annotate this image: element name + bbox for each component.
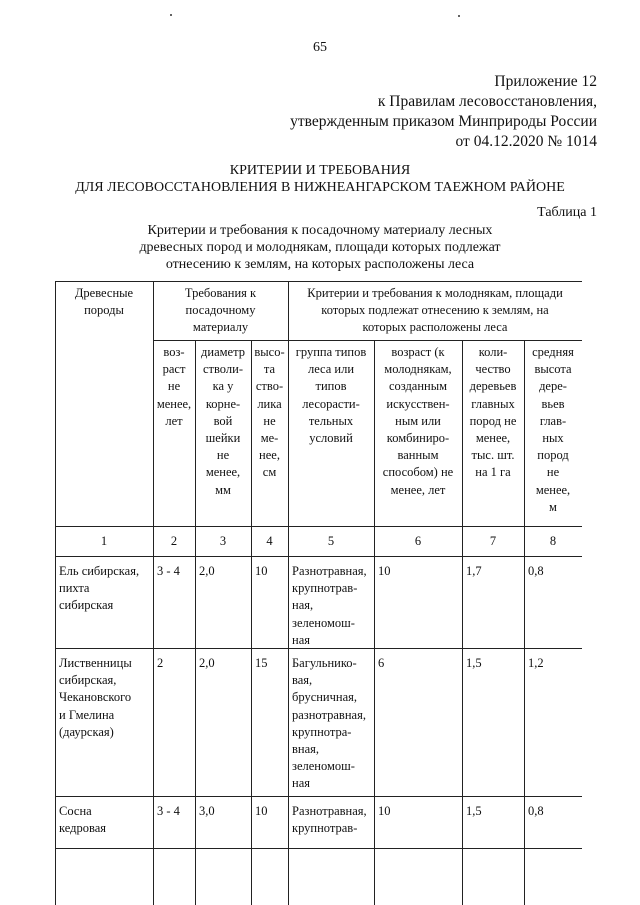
sub-header-col-8: средняя высота дере- вьев глав- ных пород не менее, м <box>532 345 574 514</box>
column-number: 2 <box>170 534 178 548</box>
table-cell: 15 <box>255 656 268 670</box>
column-number: 6 <box>414 534 422 548</box>
table-cell: 1,7 <box>466 564 482 578</box>
approval-line: от 04.12.2020 № 1014 <box>455 133 597 150</box>
table-cell: 3,0 <box>199 804 215 818</box>
table-cell: 10 <box>378 564 391 578</box>
column-number: 8 <box>549 534 557 548</box>
sub-header-col-4: высо- та ство- лика не ме- нее, см <box>254 345 285 480</box>
header-young-stands: Критерии и требования к молоднякам, площади которых подлежат отнесению к землям, на которых расположены леса <box>307 286 563 335</box>
table-cell: 0,8 <box>528 804 544 818</box>
table-cell: 2,0 <box>199 656 215 670</box>
title-line: КРИТЕРИИ И ТРЕБОВАНИЯ <box>229 163 411 178</box>
table-cell: Разнотравная, крупнотрав- <box>292 804 367 836</box>
approval-block <box>290 72 597 152</box>
sub-header-col-7: коли- чество деревьев главных пород не менее, тыс. шт. на 1 га <box>469 345 517 480</box>
table-cell: 1,5 <box>466 804 482 818</box>
approval-line: к Правилам лесовосстановления, <box>377 93 597 110</box>
table-cell: Разнотравная, крупнотрав- ная, зеленомош- ная <box>292 564 367 647</box>
table-cell: Ель сибирская, пихта сибирская <box>59 564 140 613</box>
table-cell: 2,0 <box>199 564 215 578</box>
table-cell: Багульнико- вая, брусничная, разнотравная, крупнотра- вная, зеленомош- ная <box>292 656 366 791</box>
sub-header-col-2: воз- раст не менее, лет <box>156 345 192 428</box>
caption-line: древесных пород и молоднякам, площади которых подлежат <box>139 240 501 255</box>
approval-line: Приложение 12 <box>494 73 597 90</box>
header-planting-material: Требования к посадочному материалу <box>184 286 257 335</box>
table-rule-horizontal <box>55 848 582 849</box>
table-cell: 0,8 <box>528 564 544 578</box>
table-cell: Лиственницы сибирская, Чекановского и Гмелина (даурская) <box>59 656 132 739</box>
column-number: 3 <box>219 534 227 548</box>
table-cell: 10 <box>255 564 268 578</box>
header-species: Древесные породы <box>74 286 134 318</box>
sub-header-col-3: диаметр стволи- ка у корне- вой шейки не менее, мм <box>201 345 245 497</box>
title-line: ДЛЯ ЛЕСОВОССТАНОВЛЕНИЯ В НИЖНЕАНГАРСКОМ ТАЕЖНОМ РАЙОНЕ <box>75 180 565 195</box>
column-number: 7 <box>489 534 497 548</box>
caption-line: отнесению к землям, на которых расположены леса <box>165 257 475 272</box>
table-cell: 2 <box>157 656 164 670</box>
approval-line: утвержденным приказом Минприроды России <box>290 113 597 130</box>
table-cell: 6 <box>378 656 385 670</box>
column-number: 4 <box>266 534 273 548</box>
sub-header-col-6: возраст (к молоднякам, созданным искусствен- ным или комбиниро- ванным способом) не менее, лет <box>382 345 454 497</box>
scan-speck <box>170 14 172 16</box>
criteria-table <box>55 281 582 905</box>
column-number: 1 <box>100 534 108 548</box>
sub-header-col-5: группа типов леса или типов лесорасти- тельных условий <box>295 345 367 446</box>
document-title <box>0 162 640 196</box>
scan-speck <box>458 15 460 17</box>
column-number: 5 <box>327 534 335 548</box>
table-caption <box>0 222 640 273</box>
table-cell: 10 <box>255 804 268 818</box>
page-number: 65 <box>313 40 327 55</box>
table-cell: 1,2 <box>528 656 544 670</box>
table-cell: 10 <box>378 804 391 818</box>
table-cell: 1,5 <box>466 656 482 670</box>
table-cell: 3 - 4 <box>157 804 180 818</box>
caption-line: Критерии и требования к посадочному материалу лесных <box>147 223 493 238</box>
table-cell: 3 - 4 <box>157 564 180 578</box>
table-number: Таблица 1 <box>537 205 597 220</box>
table-cell: Сосна кедровая <box>59 804 107 836</box>
